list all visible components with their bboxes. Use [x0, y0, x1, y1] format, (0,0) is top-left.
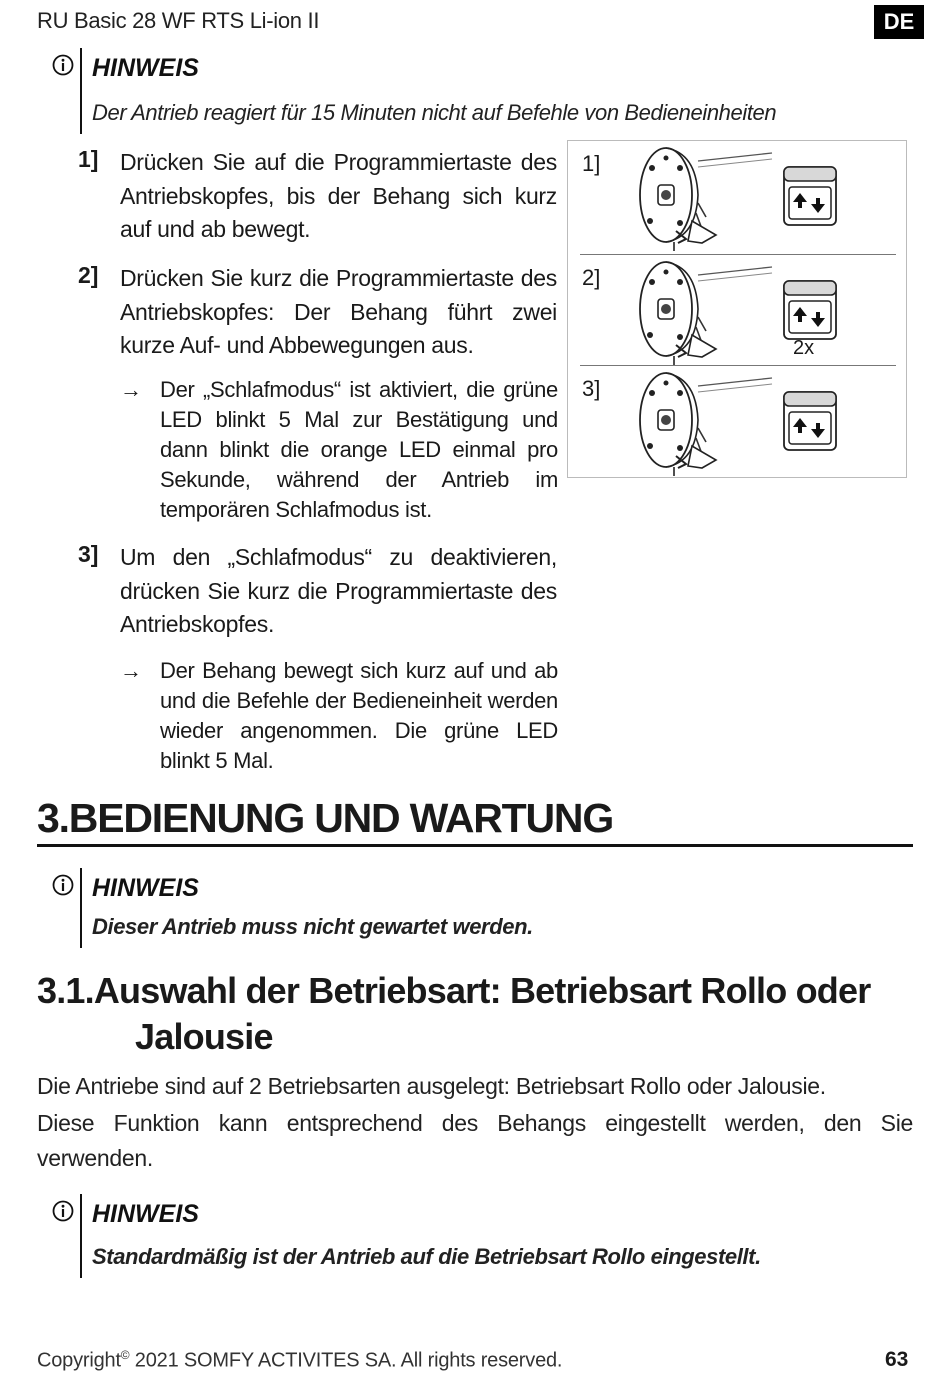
paragraph: Die Antriebe sind auf 2 Betriebsarten ausgelegt: Betriebsart Rollo oder Jalousie.: [37, 1073, 826, 1099]
language-badge: DE: [874, 5, 924, 39]
note-maintenance: [52, 868, 812, 948]
motor-head-icon: [636, 143, 776, 253]
figure-row-1: [568, 141, 908, 253]
info-icon: [52, 874, 74, 896]
section-heading: 3.BEDIENUNG UND WARTUNG: [37, 795, 614, 841]
note-top: [52, 48, 812, 134]
note-title: HINWEIS: [92, 1200, 199, 1228]
footer-copyright: Copyright© 2021 SOMFY ACTIVITES SA. All rights reserved.: [37, 1348, 563, 1372]
note-title: HINWEIS: [92, 54, 199, 82]
step-number: 3]: [78, 541, 99, 567]
up-down-button-icon: [782, 165, 838, 227]
subsection-heading-line1: 3.1.Auswahl der Betriebsart: Betriebsart Rollo oder: [37, 970, 871, 1011]
info-icon: [52, 54, 74, 76]
up-down-button-icon: [782, 279, 838, 341]
subsection-heading-line2: Jalousie: [135, 1016, 273, 1057]
arrow-right-icon: →: [120, 658, 142, 683]
note-bar: [80, 1194, 82, 1278]
step-text: Um den „Schlafmodus“ zu deaktivieren, drücken Sie kurz die Programmiertaste des Antriebskopfes.: [120, 544, 557, 637]
arrow-right-icon: →: [120, 377, 142, 402]
motor-head-icon: [636, 368, 776, 478]
figure-row-label: 3]: [582, 376, 601, 401]
step-text: Drücken Sie kurz die Programmiertaste des Antriebskopfes: Der Behang führt zwei kurze Auf- und Abbewegungen aus.: [120, 265, 557, 358]
note-bar: [80, 868, 82, 948]
paragraph: Diese Funktion kann entsprechend des Behangs eingestellt werden, den Sie verwenden.: [37, 1110, 913, 1171]
step-text: Drücken Sie auf die Programmiertaste des Antriebskopfes, bis der Behang sich kurz auf und ab bewegt.: [120, 149, 557, 242]
motor-head-icon: [636, 257, 776, 367]
result-text: Der „Schlafmodus“ ist aktiviert, die grüne LED blinkt 5 Mal zur Bestätigung und dann blinkt die orange LED einmal pro Sekunde, während der Antrieb im temporären Schlafmodus ist.: [160, 377, 558, 522]
note-default-mode: [52, 1194, 852, 1278]
note-text: Standardmäßig ist der Antrieb auf die Betriebsart Rollo eingestellt.: [92, 1244, 761, 1269]
subsection-heading: [37, 968, 870, 1060]
procedure-figure: [567, 140, 907, 478]
page-number: 63: [885, 1348, 909, 1371]
info-icon: [52, 1200, 74, 1222]
note-title: HINWEIS: [92, 874, 199, 902]
note-text: Der Antrieb reagiert für 15 Minuten nicht auf Befehle von Bedieneinheiten: [92, 100, 777, 125]
result-text: Der Behang bewegt sich kurz auf und ab und die Befehle der Bedieneinheit werden wieder angenommen. Die grüne LED blinkt 5 Mal.: [160, 658, 558, 773]
header-product-title: RU Basic 28 WF RTS Li-ion II: [37, 8, 320, 33]
note-bar: [80, 48, 82, 134]
figure-row-label: 2]: [582, 265, 601, 290]
up-down-button-icon: [782, 390, 838, 452]
figure-row-label: 1]: [582, 151, 601, 176]
figure-row-2: [568, 255, 908, 367]
heading-rule: [37, 844, 913, 847]
figure-row-3: [568, 366, 908, 478]
step-number: 2]: [78, 262, 99, 288]
press-count: 2x: [793, 337, 815, 359]
note-text: Dieser Antrieb muss nicht gewartet werden.: [92, 914, 533, 939]
step-number: 1]: [78, 146, 99, 172]
